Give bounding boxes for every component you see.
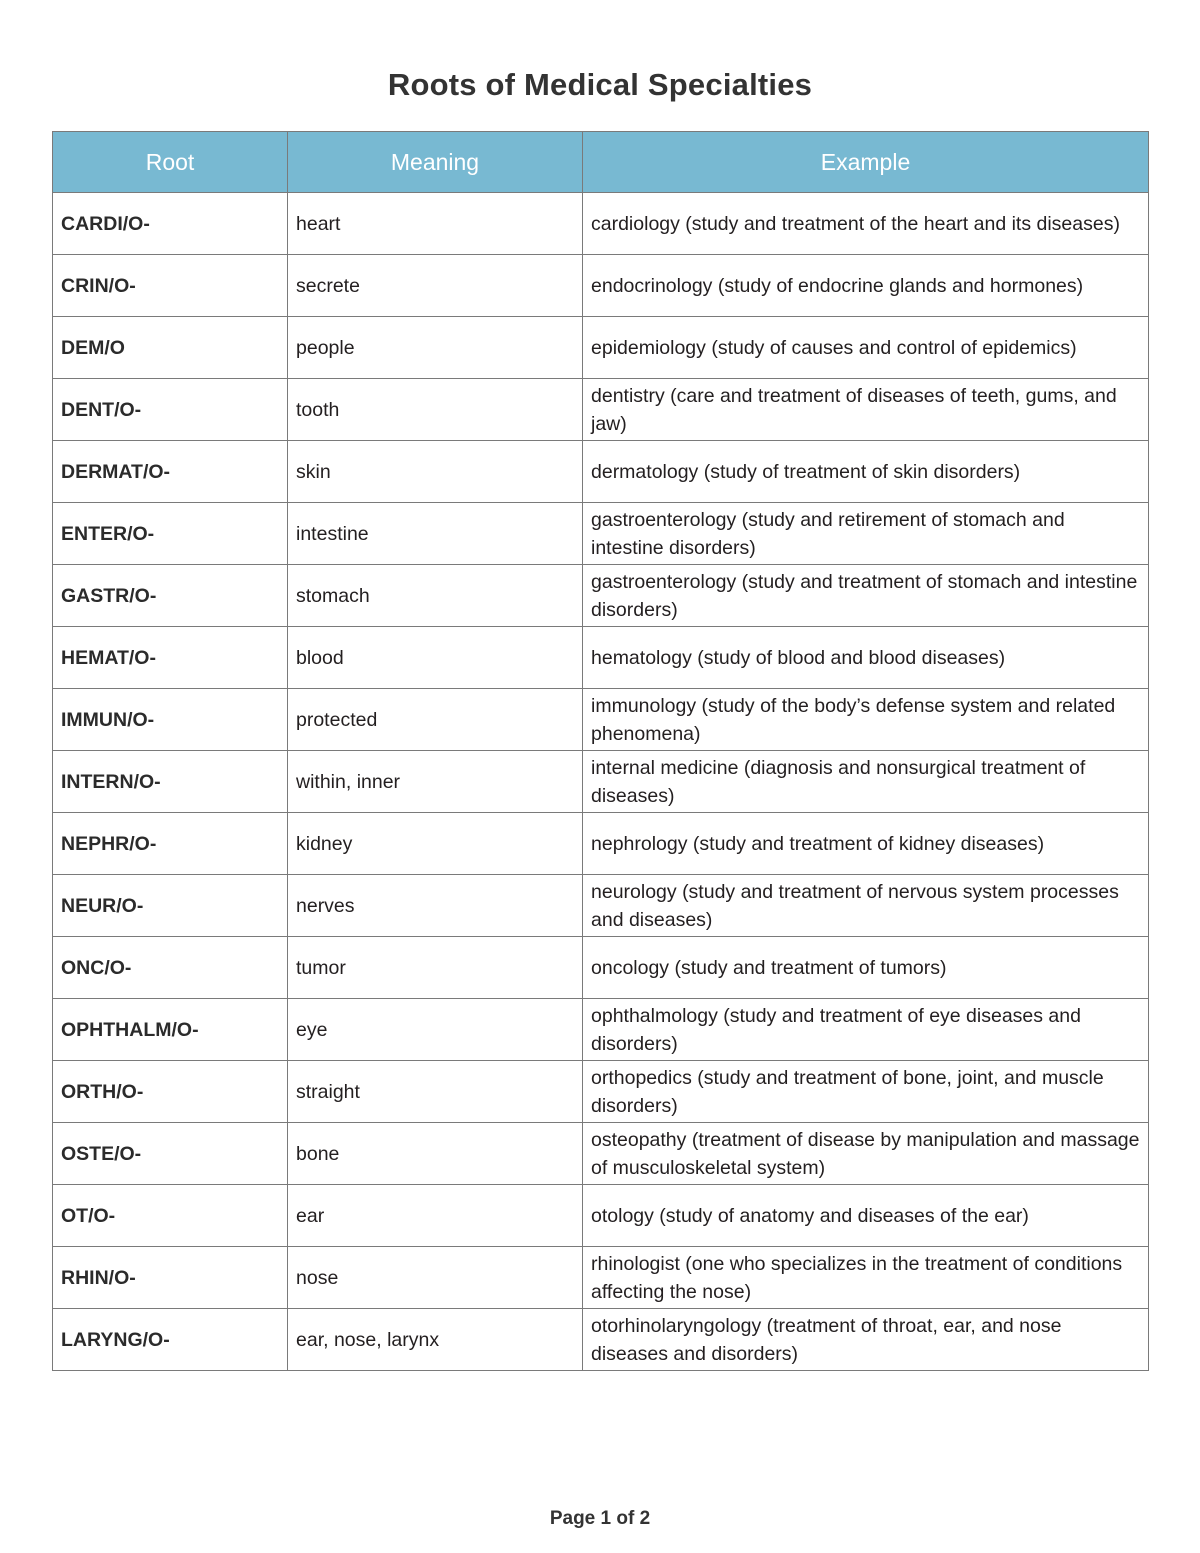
meaning-cell: tumor xyxy=(288,937,583,999)
root-cell: DEM/O xyxy=(53,317,288,379)
root-cell: OT/O- xyxy=(53,1185,288,1247)
meaning-cell: eye xyxy=(288,999,583,1061)
table-row xyxy=(53,317,1149,379)
example-cell: neurology (study and treatment of nervous system processes and diseases) xyxy=(583,875,1149,937)
table-row xyxy=(53,1185,1149,1247)
example-cell: cardiology (study and treatment of the heart and its diseases) xyxy=(583,193,1149,255)
table-row xyxy=(53,441,1149,503)
table-row xyxy=(53,875,1149,937)
meaning-cell: skin xyxy=(288,441,583,503)
root-cell: DERMAT/O- xyxy=(53,441,288,503)
example-cell: ophthalmology (study and treatment of eye diseases and disorders) xyxy=(583,999,1149,1061)
meaning-cell: secrete xyxy=(288,255,583,317)
meaning-cell: straight xyxy=(288,1061,583,1123)
example-cell: hematology (study of blood and blood diseases) xyxy=(583,627,1149,689)
root-cell: HEMAT/O- xyxy=(53,627,288,689)
example-cell: orthopedics (study and treatment of bone, joint, and muscle disorders) xyxy=(583,1061,1149,1123)
table-row xyxy=(53,937,1149,999)
page-number: Page 1 of 2 xyxy=(549,1508,651,1529)
example-cell: gastroenterology (study and treatment of stomach and intestine disorders) xyxy=(583,565,1149,627)
root-cell: OPHTHALM/O- xyxy=(53,999,288,1061)
table-row xyxy=(53,1061,1149,1123)
meaning-cell: stomach xyxy=(288,565,583,627)
table-row xyxy=(53,627,1149,689)
meaning-cell: blood xyxy=(288,627,583,689)
meaning-cell: bone xyxy=(288,1123,583,1185)
example-cell: oncology (study and treatment of tumors) xyxy=(583,937,1149,999)
root-cell: ONC/O- xyxy=(53,937,288,999)
example-cell: endocrinology (study of endocrine glands and hormones) xyxy=(583,255,1149,317)
page-title: Roots of Medical Specialties xyxy=(387,66,813,102)
example-cell: immunology (study of the body’s defense system and related phenomena) xyxy=(583,689,1149,751)
root-cell: DENT/O- xyxy=(53,379,288,441)
table-row xyxy=(53,689,1149,751)
table-row xyxy=(53,1247,1149,1309)
meaning-cell: ear xyxy=(288,1185,583,1247)
root-cell: CARDI/O- xyxy=(53,193,288,255)
meaning-cell: within, inner xyxy=(288,751,583,813)
root-cell: OSTE/O- xyxy=(53,1123,288,1185)
roots-table xyxy=(52,131,1149,1371)
table-row xyxy=(53,999,1149,1061)
meaning-cell: protected xyxy=(288,689,583,751)
table-row xyxy=(53,193,1149,255)
table-row xyxy=(53,751,1149,813)
root-cell: INTERN/O- xyxy=(53,751,288,813)
table-row xyxy=(53,1123,1149,1185)
meaning-cell: nose xyxy=(288,1247,583,1309)
root-cell: ENTER/O- xyxy=(53,503,288,565)
table-row xyxy=(53,1309,1149,1371)
example-cell: otology (study of anatomy and diseases of the ear) xyxy=(583,1185,1149,1247)
table-row xyxy=(53,565,1149,627)
example-cell: internal medicine (diagnosis and nonsurgical treatment of diseases) xyxy=(583,751,1149,813)
root-cell: IMMUN/O- xyxy=(53,689,288,751)
table-row xyxy=(53,379,1149,441)
column-header-root: Root xyxy=(53,132,288,193)
meaning-cell: nerves xyxy=(288,875,583,937)
root-cell: RHIN/O- xyxy=(53,1247,288,1309)
root-cell: NEPHR/O- xyxy=(53,813,288,875)
example-cell: dentistry (care and treatment of diseases of teeth, gums, and jaw) xyxy=(583,379,1149,441)
example-cell: osteopathy (treatment of disease by manipulation and massage of musculoskeletal system) xyxy=(583,1123,1149,1185)
meaning-cell: people xyxy=(288,317,583,379)
example-cell: gastroenterology (study and retirement of stomach and intestine disorders) xyxy=(583,503,1149,565)
root-cell: NEUR/O- xyxy=(53,875,288,937)
meaning-cell: tooth xyxy=(288,379,583,441)
table-header-row xyxy=(53,132,1149,193)
meaning-cell: kidney xyxy=(288,813,583,875)
root-cell: CRIN/O- xyxy=(53,255,288,317)
table-row xyxy=(53,503,1149,565)
table-row xyxy=(53,255,1149,317)
meaning-cell: ear, nose, larynx xyxy=(288,1309,583,1371)
root-cell: GASTR/O- xyxy=(53,565,288,627)
example-cell: epidemiology (study of causes and control of epidemics) xyxy=(583,317,1149,379)
root-cell: ORTH/O- xyxy=(53,1061,288,1123)
example-cell: otorhinolaryngology (treatment of throat, ear, and nose diseases and disorders) xyxy=(583,1309,1149,1371)
column-header-example: Example xyxy=(583,132,1149,193)
example-cell: dermatology (study of treatment of skin disorders) xyxy=(583,441,1149,503)
table-row xyxy=(53,813,1149,875)
root-cell: LARYNG/O- xyxy=(53,1309,288,1371)
meaning-cell: heart xyxy=(288,193,583,255)
example-cell: nephrology (study and treatment of kidney diseases) xyxy=(583,813,1149,875)
meaning-cell: intestine xyxy=(288,503,583,565)
column-header-meaning: Meaning xyxy=(288,132,583,193)
example-cell: rhinologist (one who specializes in the treatment of conditions affecting the nose) xyxy=(583,1247,1149,1309)
